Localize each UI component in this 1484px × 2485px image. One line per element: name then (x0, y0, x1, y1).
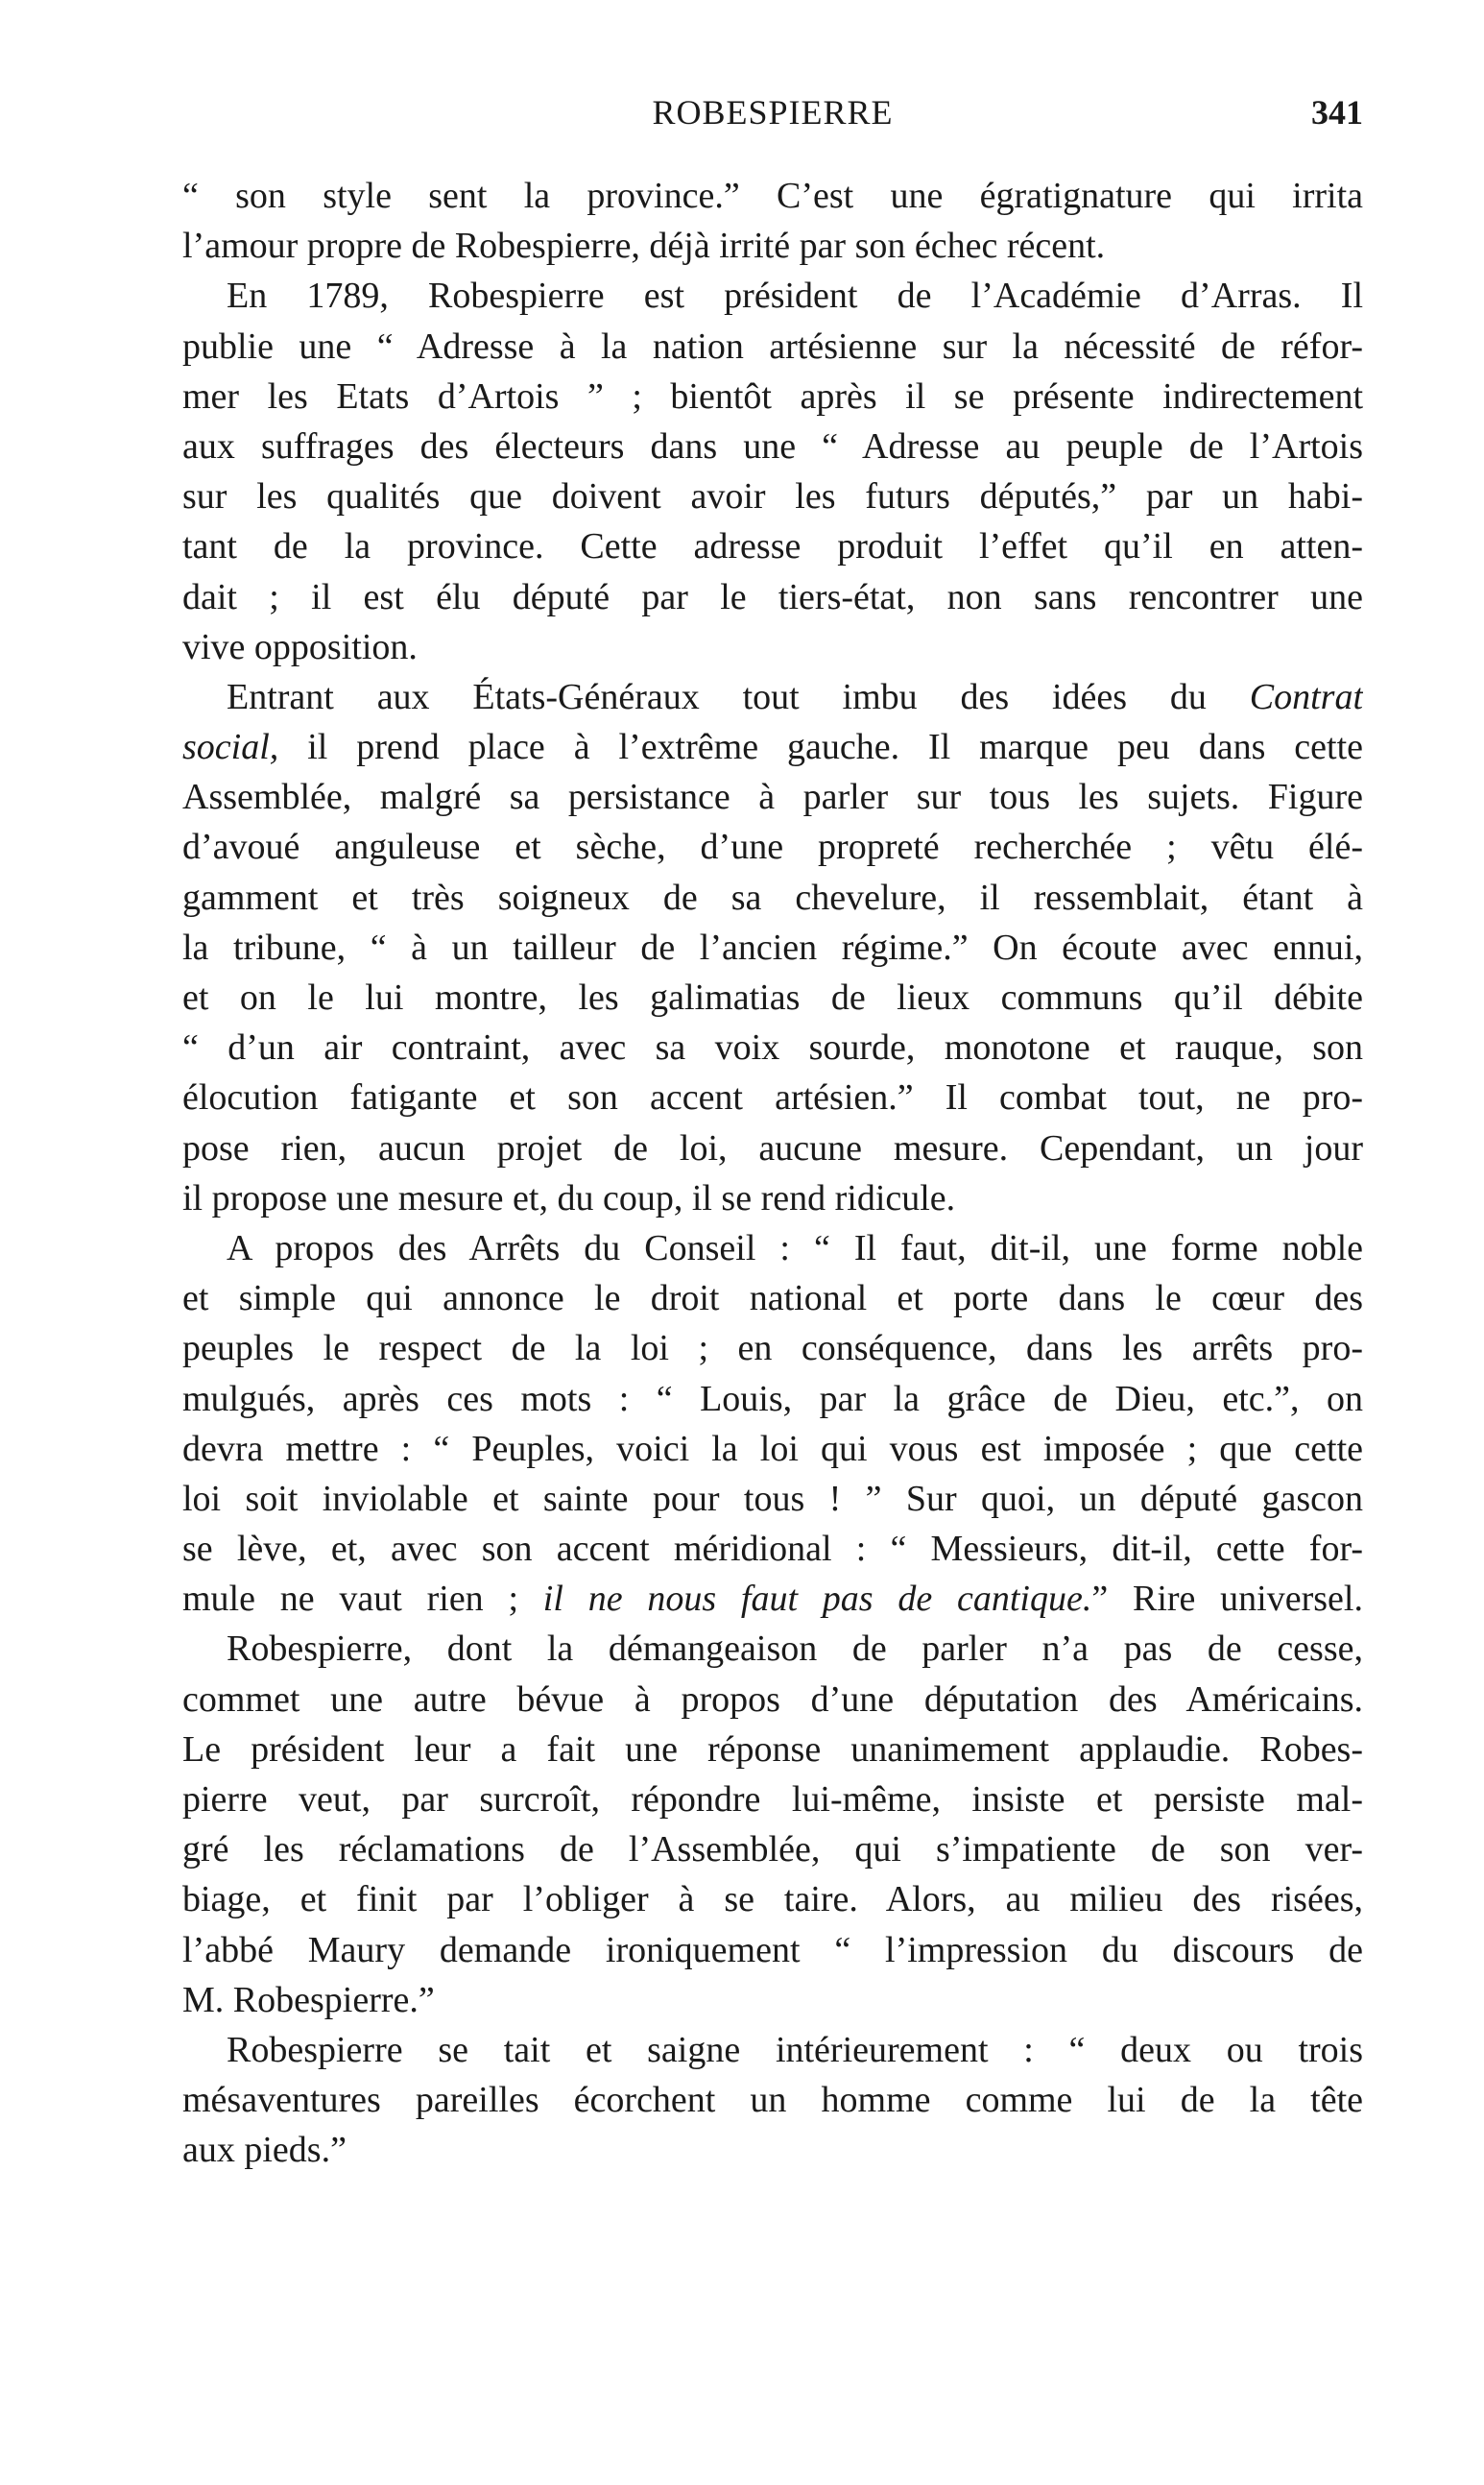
text-run: “ d’un air contraint, avec sa voix sourde, monotone et rauque, son (182, 1027, 1363, 1069)
text-line (182, 1925, 1363, 1975)
page-number: 341 (1311, 93, 1363, 132)
text-line (182, 1424, 1363, 1474)
text-run: En 1789, Robespierre est président de l’Académie d’Arras. Il (227, 276, 1363, 317)
text-line (182, 1524, 1363, 1574)
text-run: Assemblée, malgré sa persistance à parler sur tous les sujets. Figure (182, 777, 1363, 818)
text-run: il propose une mesure et, du coup, il se rend ridicule. (182, 1177, 956, 1218)
text-line (182, 1374, 1363, 1424)
text-line (182, 772, 1363, 822)
text-line (182, 973, 1363, 1023)
text-run: “ son style sent la province.” C’est une égratignature qui irrita (182, 176, 1363, 216)
text-line (182, 1975, 1363, 2025)
text-line (182, 471, 1363, 521)
text-line (182, 422, 1363, 471)
text-line (182, 923, 1363, 973)
text-line (182, 1123, 1363, 1173)
text-run: l’abbé Maury demande ironiquement “ l’impression du discours de (182, 1929, 1363, 1970)
text-run: et simple qui annonce le droit national et porte dans le cœur des (182, 1278, 1363, 1319)
text-line (182, 1474, 1363, 1524)
text-run: publie une “ Adresse à la nation artésienne sur la nécessité de réfor- (182, 326, 1363, 367)
text-line (182, 873, 1363, 923)
text-line (182, 672, 1363, 722)
text-run: loi soit inviolable et sainte pour tous ! ” Sur quoi, un député gascon (182, 1478, 1363, 1519)
text-line (182, 521, 1363, 571)
text-run: Le président leur a fait une réponse unanimement applaudie. Robes- (182, 1728, 1363, 1770)
text-run: se lève, et, avec son accent méridional : “ Messieurs, dit-il, cette for- (182, 1529, 1363, 1570)
text-run: Robespierre se tait et saigne intérieurement : “ deux ou trois (227, 2029, 1363, 2070)
text-run: mule ne vaut rien ; (182, 1579, 543, 1620)
text-line (182, 1173, 1363, 1223)
text-line (182, 1874, 1363, 1924)
text-line (182, 1774, 1363, 1824)
text-run: pose rien, aucun projet de loi, aucune mesure. Cependant, un jour (182, 1127, 1363, 1169)
text-run: biage, et finit par l’obliger à se taire. Alors, au milieu des risées, (182, 1879, 1363, 1920)
italic-text: Contrat (1249, 676, 1363, 717)
running-head (182, 92, 1363, 150)
text-run: la tribune, “ à un tailleur de l’ancien régime.” On écoute avec ennui, (182, 927, 1363, 968)
text-run: aux pieds.” (182, 2130, 347, 2171)
text-run: M. Robespierre.” (182, 1979, 435, 2020)
text-line (182, 1073, 1363, 1122)
text-line (182, 171, 1363, 221)
text-line (182, 722, 1363, 772)
text-line (182, 1725, 1363, 1774)
text-line (182, 1824, 1363, 1874)
text-line (182, 2075, 1363, 2125)
text-line (182, 1223, 1363, 1273)
italic-text: social, (182, 727, 279, 768)
text-run: élocution fatigante et son accent artésien.” Il combat tout, ne pro- (182, 1077, 1363, 1119)
text-line (182, 372, 1363, 422)
text-run: Entrant aux États-Généraux tout imbu des idées du (227, 676, 1250, 717)
text-run: mulgués, après ces mots : “ Louis, par la grâce de Dieu, etc.”, on (182, 1378, 1363, 1419)
text-line (182, 1574, 1363, 1624)
text-line (182, 572, 1363, 622)
text-line (182, 822, 1363, 872)
text-run: sur les qualités que doivent avoir les futurs députés,” par un habi- (182, 476, 1363, 518)
text-run: l’amour propre de Robespierre, déjà irrité par son échec récent. (182, 226, 1106, 267)
text-line (182, 322, 1363, 372)
text-line (182, 1023, 1363, 1073)
text-run: devra mettre : “ Peuples, voici la loi qui vous est imposée ; que cette (182, 1428, 1363, 1469)
italic-text: il ne nous faut pas de cantique. (542, 1579, 1092, 1620)
text-run: Robespierre, dont la démangeaison de parler n’a pas de cesse, (227, 1629, 1363, 1670)
text-run: gamment et très soigneux de sa chevelure, il ressemblait, étant à (182, 877, 1363, 918)
text-line (182, 2025, 1363, 2075)
text-line (182, 221, 1363, 271)
text-run: tant de la province. Cette adresse produit l’effet qu’il en atten- (182, 526, 1363, 567)
text-line (182, 622, 1363, 672)
text-line (182, 2125, 1363, 2175)
text-line (182, 1273, 1363, 1323)
text-run: A propos des Arrêts du Conseil : “ Il faut, dit-il, une forme noble (227, 1227, 1363, 1268)
text-run: aux suffrages des électeurs dans une “ Adresse au peuple de l’Artois (182, 425, 1363, 467)
text-run: mer les Etats d’Artois ” ; bientôt après il se présente indirectement (182, 375, 1363, 417)
text-run: commet une autre bévue à propos d’une députation des Américains. (182, 1678, 1363, 1720)
text-run: dait ; il est élu député par le tiers-état, non sans rencontrer une (182, 576, 1363, 617)
text-line (182, 1675, 1363, 1725)
text-run: mésaventures pareilles écorchent un homme comme lui de la tête (182, 2080, 1363, 2121)
text-line (182, 1624, 1363, 1674)
body-text (182, 171, 1363, 2176)
text-line (182, 1323, 1363, 1373)
text-run: il prend place à l’extrême gauche. Il marque peu dans cette (278, 727, 1363, 768)
text-run: et on le lui montre, les galimatias de lieux communs qu’il débite (182, 977, 1363, 1018)
text-line (182, 271, 1363, 321)
text-run: d’avoué anguleuse et sèche, d’une propreté recherchée ; vêtu élé- (182, 827, 1363, 868)
text-run: gré les réclamations de l’Assemblée, qui s’impatiente de son ver- (182, 1829, 1363, 1870)
text-run: ” Rire universel. (1091, 1579, 1363, 1620)
text-run: peuples le respect de la loi ; en conséquence, dans les arrêts pro- (182, 1328, 1363, 1369)
text-run: vive opposition. (182, 626, 418, 667)
text-run: pierre veut, par surcroît, répondre lui-même, insiste et persiste mal- (182, 1779, 1363, 1820)
running-title: ROBESPIERRE (652, 93, 894, 132)
